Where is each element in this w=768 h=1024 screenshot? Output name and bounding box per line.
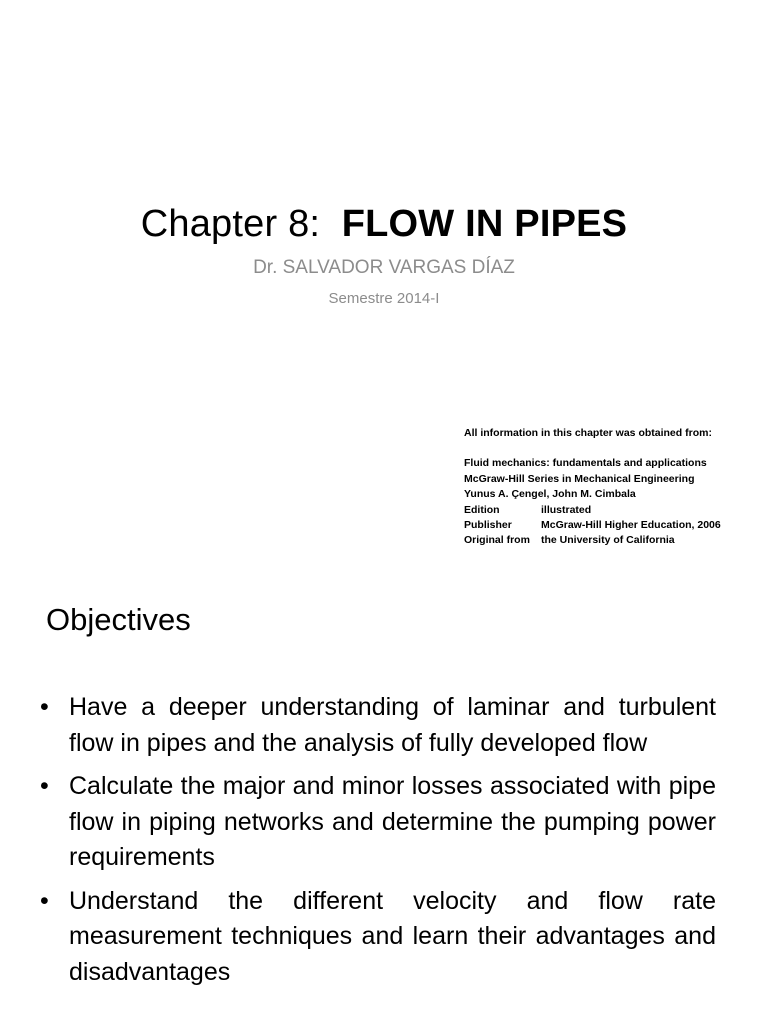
bullet-text: Calculate the major and minor losses associated with pipe flow in piping networks and determine the pumping power requirements <box>69 772 716 871</box>
slide-title <box>0 203 768 247</box>
detail-key: Edition <box>464 503 500 516</box>
detail-value: the University of California <box>541 534 675 547</box>
source-heading: All information in this chapter was obtained from: <box>464 427 712 439</box>
list-item <box>40 884 716 991</box>
detail-key: Original from <box>464 534 530 547</box>
source-line: Yunus A. Çengel, John M. Cimbala <box>464 488 636 501</box>
detail-key: Publisher <box>464 519 512 532</box>
source-detail-edition <box>464 503 764 518</box>
title-main: FLOW IN PIPES <box>341 203 628 245</box>
bullet-icon: • <box>40 693 49 721</box>
source-box <box>464 426 764 549</box>
objectives-heading: Objectives <box>46 602 191 637</box>
objectives-list <box>40 690 716 998</box>
list-item <box>40 690 716 761</box>
semester: Semestre 2014-I <box>328 290 440 307</box>
bullet-text: Understand the different velocity and flow rate measurement techniques and learn their advantages and disadvantages <box>69 886 716 986</box>
source-line: Fluid mechanics: fundamentals and applications <box>464 457 707 470</box>
title-prefix: Chapter 8: <box>140 203 321 245</box>
detail-value: illustrated <box>541 503 592 516</box>
author: Dr. SALVADOR VARGAS DÍAZ <box>253 257 515 278</box>
source-line: McGraw-Hill Series in Mechanical Engineering <box>464 472 695 485</box>
bullet-icon: • <box>40 886 49 915</box>
source-detail-original <box>464 533 764 548</box>
bullet-text: Have a deeper understanding of laminar and turbulent flow in pipes and the analysis of fully developed flow <box>69 693 716 757</box>
detail-value: McGraw-Hill Higher Education, 2006 <box>541 519 721 532</box>
source-detail-publisher <box>464 518 764 533</box>
bullet-icon: • <box>40 772 49 800</box>
list-item <box>40 769 716 876</box>
